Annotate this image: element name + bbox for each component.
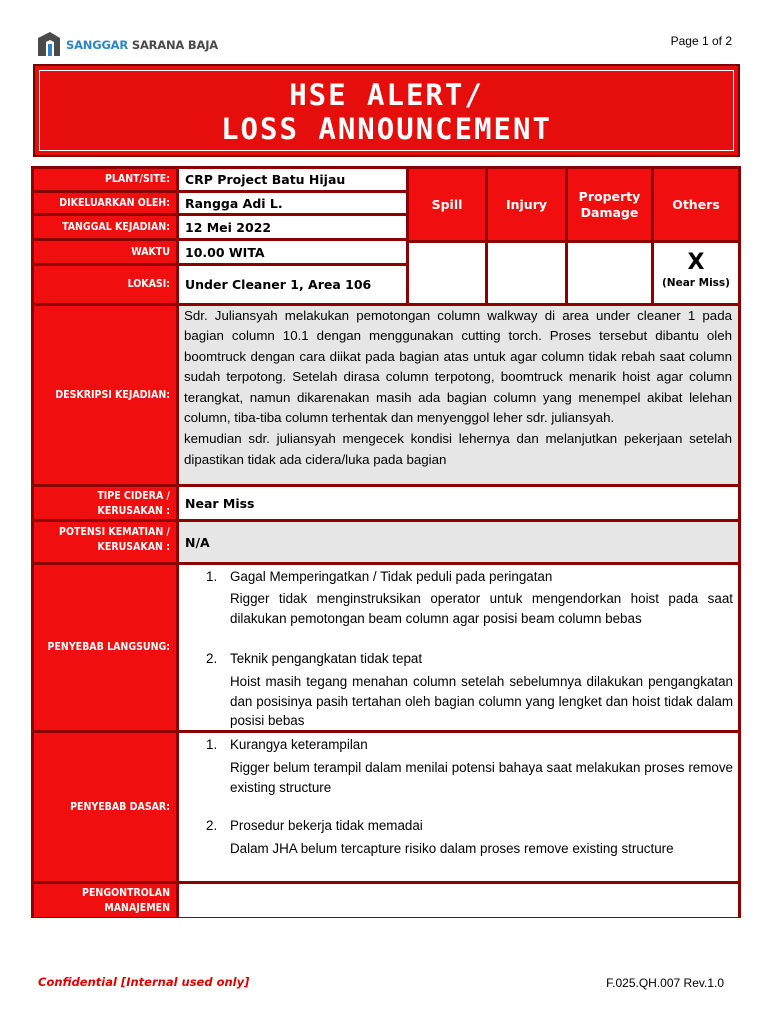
others-mark-note: (Near Miss) [662,277,730,289]
injury-type-label [34,487,176,519]
incident-date-value: 12 Mei 2022 [179,216,406,238]
direct-cause-item1-body: Rigger tidak menginstruksikan operator untuk mengendorkan hoist pada saat dilakukan pemotongan beam column agar posisi beam column bebas [230,591,733,626]
alert-banner [33,64,740,157]
category-injury: Injury [488,169,565,240]
root-cause-box [179,733,738,881]
description-paragraph1: Sdr. Juliansyah melakukan pemotongan column walkway di area under cleaner 1 pada bagian column 10.1 dengan menggunakan cutting torch. Proses tersebut dibantu oleh boomtruck dengan cara diikat pada bagian atas untuk agar column tidak rebah saat column sudah terpotong. Setelah dirasa column terpotong, boomtruck menarik hoist agar column terangkat, namun dikarenakan masih ada bagian column yang menempel akibat lelehan column, tiba-tiba column terhentak dan menyenggol leher sdr. juliansyah. [184,308,732,426]
time-value: 10.00 WITA [179,241,406,263]
incident-form [31,166,741,918]
injury-type-label-line1: TIPE CIDERA / [97,490,170,502]
spill-mark-box [409,243,485,303]
page-number: Page 1 of 2 [670,34,732,48]
injury-type-value: Near Miss [179,487,738,519]
banner-title-line1: HSE ALERT/ [289,78,484,112]
direct-cause-item2-number: 2. [206,651,218,666]
brand-part1: SANGGAR [66,38,129,52]
direct-cause-item1-number: 1. [206,569,218,584]
fatality-potential-label-line1: POTENSI KEMATIAN / [59,526,170,538]
injury-mark-box [488,243,565,303]
description-label: DESKRIPSI KEJADIAN: [34,306,176,484]
injury-type-label-line2: KERUSAKAN : [97,505,170,517]
issued-by-label: DIKELUARKAN OLEH: [34,193,176,213]
management-control-value [179,884,738,917]
category-spill: Spill [409,169,485,240]
location-label: LOKASI: [34,266,176,303]
management-control-label-line2: MANAJEMEN [104,902,170,914]
description-box [179,306,738,484]
fatality-potential-label-line2: KERUSAKAN : [97,541,170,553]
incident-date-label: TANGGAL KEJADIAN: [34,216,176,238]
fatality-potential-value: N/A [179,522,738,562]
root-cause-item1-number: 1. [206,737,218,752]
location-value: Under Cleaner 1, Area 106 [179,266,406,303]
others-mark-box [654,243,738,303]
form-code: F.025.QH.007 Rev.1.0 [606,976,724,990]
category-property-damage: Property Damage [568,169,651,240]
direct-cause-label: PENYEBAB LANGSUNG: [34,565,176,730]
property-damage-mark-box [568,243,651,303]
direct-cause-item2-body: Hoist masih tegang menahan column setelah sebelumnya dilakukan pengangkatan dan posisinya pasih tertahan oleh bagian column yang lengket dan hoist tidak dalam posisi bebas [230,674,733,729]
direct-cause-box [179,565,738,730]
root-cause-label: PENYEBAB DASAR: [34,733,176,881]
company-logo [36,30,236,60]
confidential-note: Confidential [Internal used only] [38,975,250,989]
management-control-label-line1: PENGONTROLAN [82,887,170,899]
time-label: WAKTU [34,241,176,263]
brand-part2: SARANA BAJA [131,38,218,52]
category-others: Others [654,169,738,240]
plant-site-label: PLANT/SITE: [34,169,176,190]
root-cause-item2-body: Dalam JHA belum tercapture risiko dalam proses remove existing structure [230,841,674,856]
fatality-potential-label [34,522,176,562]
root-cause-item1-title: Kurangya keterampilan [230,737,368,752]
root-cause-item2-title: Prosedur bekerja tidak memadai [230,818,423,833]
issued-by-value: Rangga Adi L. [179,193,406,213]
description-paragraph2: kemudian sdr. juliansyah mengecek kondisi lehernya dan melanjutkan pekerjaan setelah dipastikan tidak ada cidera/luka pada bagian [184,431,732,467]
banner-title-line2: LOSS ANNOUNCEMENT [221,112,552,146]
management-control-label [34,884,176,917]
plant-site-value: CRP Project Batu Hijau [179,169,406,190]
root-cause-item2-number: 2. [206,818,218,833]
direct-cause-item2-title: Teknik pengangkatan tidak tepat [230,651,423,666]
company-name [66,38,218,52]
root-cause-item1-body: Rigger belum terampil dalam menilai potensi bahaya saat melakukan proses remove existing structure [230,760,733,795]
logo-mark-icon [36,30,62,58]
others-mark: X [687,250,705,275]
direct-cause-item1-title: Gagal Memperingatkan / Tidak peduli pada peringatan [230,569,553,584]
